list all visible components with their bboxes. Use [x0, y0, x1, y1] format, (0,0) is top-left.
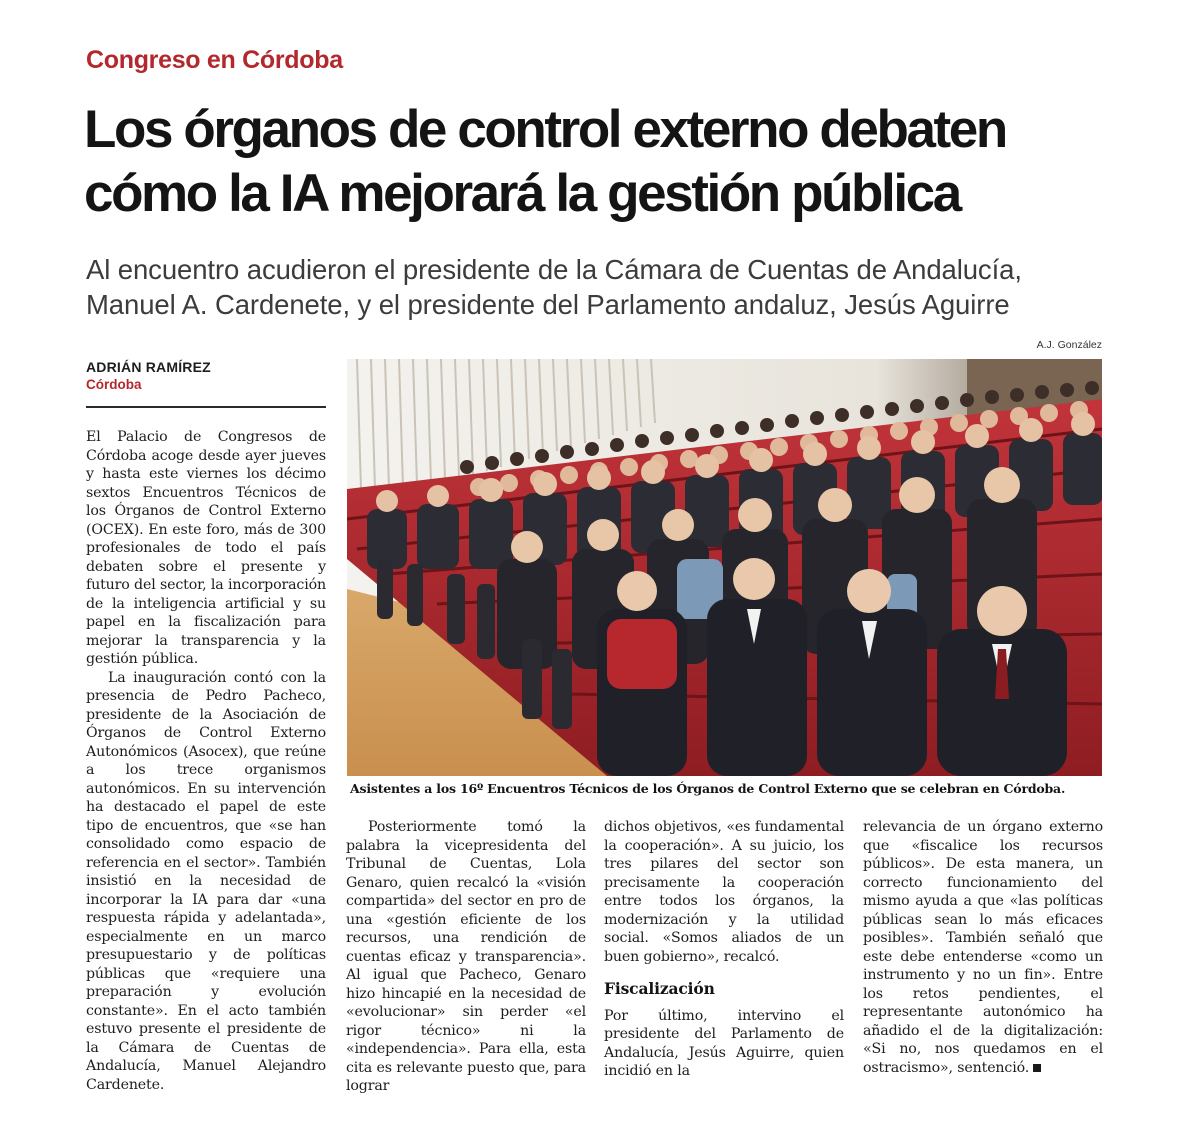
paragraph-4: Por último, intervino el presidente del Parlamento de Andalucía, Jesús Aguirre, quien incidió en la: [604, 1007, 844, 1079]
paragraph-3-continued: dichos objetivos, «es fundamental la cooperación». A su juicio, los tres pilares del sector son precisamente la cooperación entre todos los órganos, la modernización y la utilidad social. «Somos aliados de un buen gobierno», recalcó.: [604, 819, 844, 965]
byline: [86, 359, 326, 392]
paragraph-4-continued: [863, 818, 1103, 1077]
dateline-location: Córdoba: [86, 377, 142, 392]
end-of-article-mark: [1033, 1064, 1041, 1072]
audience-illustration: [347, 359, 1102, 776]
subheadline-line-1: Al encuentro acudieron el presidente de la Cámara de Cuentas de Andalucía,: [86, 254, 1022, 285]
paragraph-2: La inauguración contó con la presencia de Pedro Pacheco, presidente de la Asociación de Órganos de Control Externo Autonómicos (Asocex), que reúne a los trece organismos autonómicos. En su intervención ha destacado el papel de este tipo de encuentros, que «se han consolidado como espacio de referencia en el sector». También insistió en la necesidad de incorporar la IA para dar «una respuesta rápida y adelantada», especialmente en un marco presupuestario y de políticas públicas que «requiere una preparación y evolución constante». En el acto también estuvo presente el presidente de la Cámara de Cuentas de Andalucía, Manuel Alejandro Cardenete.: [86, 669, 326, 1093]
subheadline: [86, 252, 1116, 322]
subheadline-line-2: Manuel A. Cardenete, y el presidente del Parlamento andaluz, Jesús Aguirre: [86, 289, 1010, 320]
author-name: ADRIÁN RAMÍREZ: [86, 359, 211, 375]
paragraph-3: Posteriormente tomó la palabra la vicepresidenta del Tribunal de Cuentas, Lola Genaro, quien recalcó la «visión compartida» del sector en pro de una «gestión eficiente de los recursos, una rendición de cuentas eficaz y transparencia». Al igual que Pacheco, Genaro hizo hincapié en la necesidad de «evolucionar» sin perder «el rigor técnico» ni la «independencia». Para ella, esta cita es relevante puesto que, para lograr: [346, 819, 586, 1094]
section-tag: Congreso en Córdoba: [86, 46, 343, 74]
article-column-1: [86, 428, 326, 1094]
byline-rule: [86, 406, 326, 408]
article-column-3: [604, 818, 844, 1081]
article-column-4: [863, 818, 1103, 1077]
paragraph-1: El Palacio de Congresos de Córdoba acoge desde ayer jueves y hasta este viernes los décimo sextos Encuentros Técnicos de los Órganos de Control Externo (OCEX). En este foro, más de 300 profesionales de todo el país debaten sobre el presente y futuro del sector, la incorporación de la inteligencia artificial y su papel en la fiscalización para mejorar la transparencia y la gestión pública.: [86, 429, 326, 667]
headline-line-2: cómo la IA mejorará la gestión pública: [84, 164, 960, 223]
article-column-2: [346, 818, 586, 1096]
paragraph-4-continued-text: relevancia de un órgano externo que «fiscalice los recursos públicos». De esta manera, un correcto funcionamiento del mismo ayuda a que «las políticas públicas sean lo más eficaces posibles». También señaló que este debe entenderse «como un instrumento y no un fin». Entre los retos pendientes, el representante autonómico ha añadido el de la digitalización: «Si no, nos quedamos en el ostracismo», sentenció.: [863, 819, 1103, 1076]
headline-line-1: Los órganos de control externo debaten: [84, 100, 1006, 159]
photo-credit: A.J. González: [1036, 339, 1102, 351]
subheading-fiscalizacion: Fiscalización: [604, 979, 715, 998]
photo-caption: Asistentes a los 16º Encuentros Técnicos de los Órganos de Control Externo que se celebran en Córdoba.: [350, 781, 1066, 796]
headline: [84, 98, 1144, 226]
audience-photo: [347, 359, 1102, 776]
